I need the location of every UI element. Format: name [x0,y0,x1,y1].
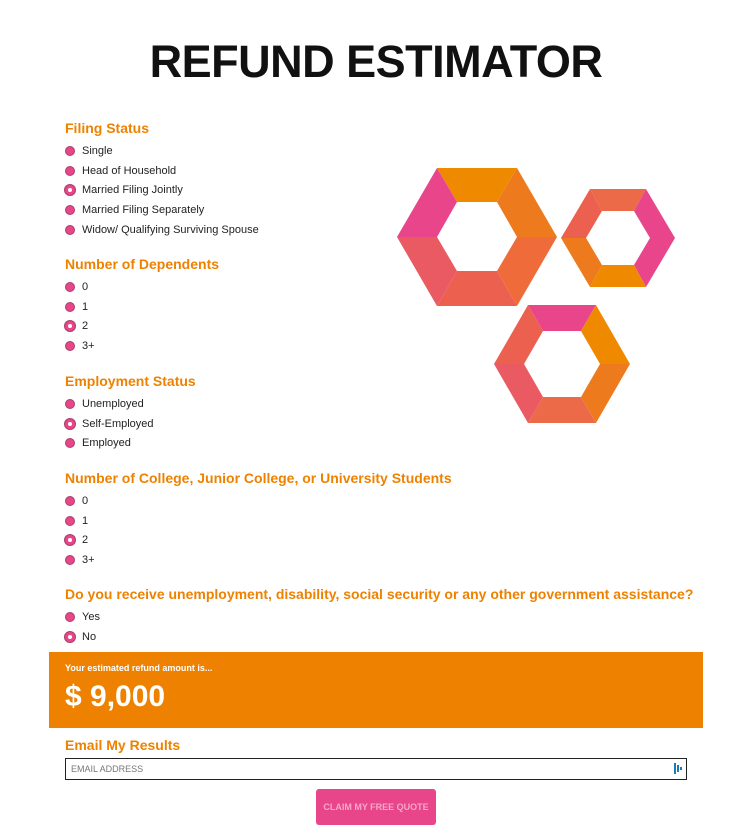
option-label: No [82,630,97,643]
radio-button[interactable] [65,146,75,156]
option-label: Yes [82,610,100,623]
radio-button[interactable] [65,205,75,215]
claim-quote-button[interactable]: CLAIM MY FREE QUOTE [316,789,436,825]
dependents-section [65,255,219,356]
radio-button[interactable] [65,282,75,292]
students-option-1[interactable] [65,511,452,531]
option-label: 2 [82,320,89,333]
radio-button-selected[interactable] [65,535,75,545]
assistance-option-yes[interactable] [65,607,693,627]
password-manager-icon[interactable] [674,763,682,774]
dependents-heading: Number of Dependents [65,256,220,272]
option-label: Single [82,144,113,157]
assistance-section [65,585,693,646]
radio-button[interactable] [65,496,75,506]
employment-heading: Employment Status [65,373,196,389]
large-hexagon [397,168,557,306]
radio-button[interactable] [65,399,75,409]
option-label: 0 [82,494,89,507]
option-label: 3+ [82,553,95,566]
students-option-3plus[interactable] [65,550,452,570]
email-field[interactable] [65,758,687,780]
filing-status-option-married-jointly[interactable] [65,180,259,200]
refund-result-label: Your estimated refund amount is... [65,663,213,673]
filing-status-heading: Filing Status [65,120,149,136]
filing-status-option-single[interactable] [65,141,259,161]
page-title: REFUND ESTIMATOR [149,36,603,87]
option-label: Unemployed [82,397,144,410]
option-label: Head of Household [82,164,177,177]
option-label: Married Filing Jointly [82,184,183,197]
option-label: Married Filing Separately [82,203,205,216]
option-label: Widow/ Qualifying Surviving Spouse [82,223,259,236]
refund-result-banner [49,652,703,728]
radio-button[interactable] [65,612,75,622]
radio-button-selected[interactable] [65,321,75,331]
students-heading: Number of College, Junior College, or University Students [65,470,452,486]
radio-button[interactable] [65,302,75,312]
filing-status-option-married-separately[interactable] [65,200,259,220]
assistance-heading: Do you receive unemployment, disability, social security or any other government assistance? [65,586,694,602]
employment-section [65,372,196,453]
option-label: 1 [82,514,89,527]
radio-button-selected[interactable] [65,185,75,195]
radio-button[interactable] [65,341,75,351]
dependents-option-3plus[interactable] [65,336,219,356]
option-label: 3+ [82,339,95,352]
students-section [65,469,452,570]
radio-button[interactable] [65,438,75,448]
option-label: 1 [82,300,89,313]
bottom-hexagon [494,305,630,423]
employment-option-self-employed[interactable] [65,414,196,434]
radio-button-selected[interactable] [65,632,75,642]
option-label: 0 [82,280,89,293]
students-option-2[interactable] [65,530,452,550]
email-heading: Email My Results [65,737,181,753]
radio-button[interactable] [65,166,75,176]
option-label: 2 [82,534,89,547]
dependents-option-0[interactable] [65,277,219,297]
small-hexagon [561,189,675,287]
filing-status-section [65,119,259,239]
dependents-option-2[interactable] [65,316,219,336]
filing-status-option-widow[interactable] [65,220,259,240]
radio-button[interactable] [65,555,75,565]
option-label: Employed [82,437,131,450]
refund-amount: $ 9,000 [65,680,166,713]
assistance-option-no[interactable] [65,627,693,647]
hexagon-logo [390,150,690,440]
students-option-0[interactable] [65,491,452,511]
radio-button[interactable] [65,225,75,235]
option-label: Self-Employed [82,417,154,430]
radio-button-selected[interactable] [65,419,75,429]
dependents-option-1[interactable] [65,297,219,317]
employment-option-employed[interactable] [65,433,196,453]
employment-option-unemployed[interactable] [65,394,196,414]
filing-status-option-head-of-household[interactable] [65,161,259,181]
radio-button[interactable] [65,516,75,526]
